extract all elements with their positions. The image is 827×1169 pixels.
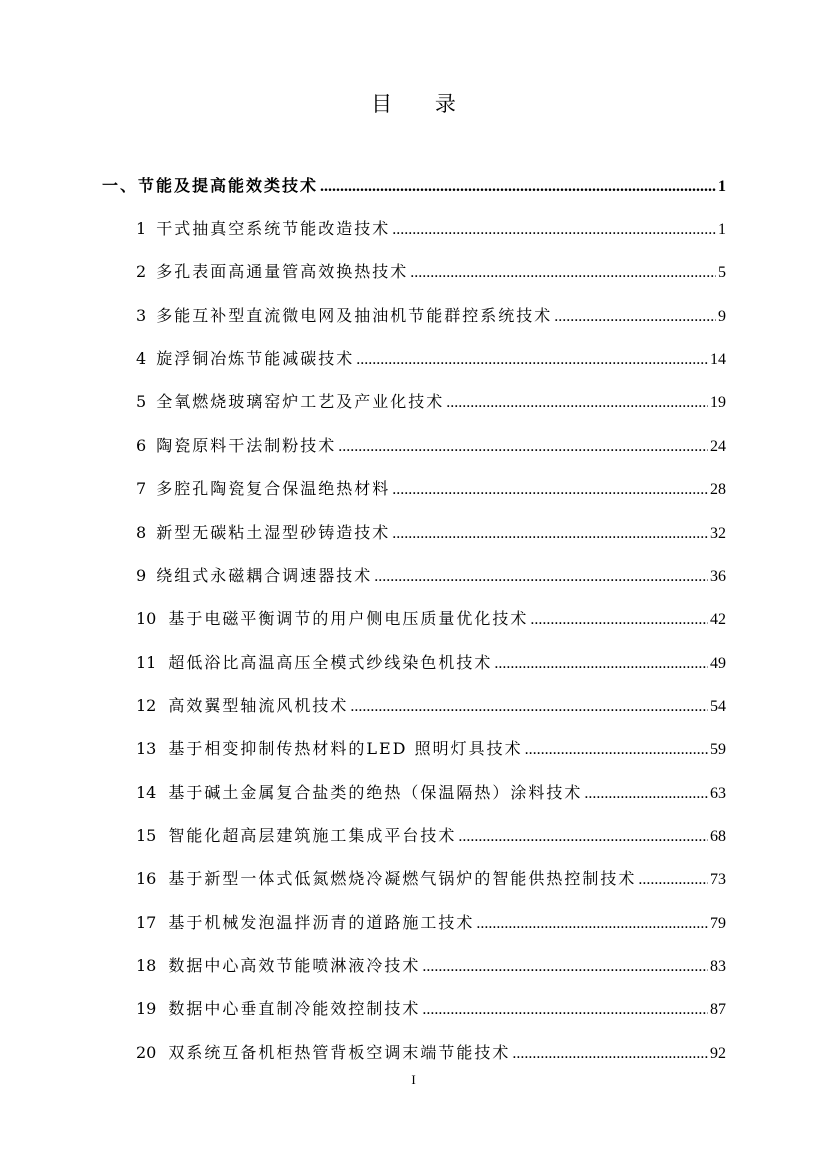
toc-item-title: 多孔表面高通量管高效换热技术 <box>156 262 409 282</box>
toc-item-row[interactable] <box>136 912 726 934</box>
toc-item-title: 双系统互备机柜热管背板空调末端节能技术 <box>168 1042 511 1062</box>
toc-leader-dots <box>422 956 708 978</box>
toc-item-row[interactable] <box>136 695 726 717</box>
toc-leader-dots <box>392 479 708 501</box>
toc-item-row[interactable] <box>136 435 726 457</box>
toc-item-title: 数据中心高效节能喷淋液冷技术 <box>168 956 421 975</box>
toc-item-number: 7 <box>136 479 147 499</box>
toc-item-title: 绕组式永磁耦合调速器技术 <box>156 565 373 585</box>
toc-leader-dots <box>338 436 708 458</box>
toc-item-title: 高效翼型轴流风机技术 <box>168 695 349 715</box>
toc-item-title: 基于碱土金属复合盐类的绝热（保温隔热）涂料技术 <box>168 782 583 802</box>
toc-page-number: 42 <box>710 611 726 629</box>
toc-item-number: 16 <box>136 869 157 889</box>
toc-item-row[interactable] <box>136 825 726 847</box>
toc-page-number: 63 <box>710 784 726 802</box>
toc-item-number: 2 <box>136 262 147 282</box>
toc-leader-dots <box>320 176 716 198</box>
toc-section-label: 一、节能及提高能效类技术 <box>102 176 319 195</box>
toc-item-number: 18 <box>136 956 157 975</box>
toc-item-row[interactable] <box>136 261 726 283</box>
toc-leader-dots <box>392 219 716 241</box>
toc-item-row[interactable] <box>136 218 726 240</box>
toc-item-number: 11 <box>136 652 157 672</box>
toc-item-title: 基于机械发泡温拌沥青的道路施工技术 <box>168 912 475 932</box>
toc-item-row[interactable] <box>136 868 726 890</box>
toc-leader-dots <box>512 1043 708 1065</box>
toc-item-number: 14 <box>136 782 157 802</box>
toc-item-number: 19 <box>136 999 157 1019</box>
toc-leader-dots <box>422 999 708 1021</box>
toc-page-number: 54 <box>710 697 726 715</box>
toc-leader-dots <box>476 913 708 935</box>
toc-page-number: 36 <box>710 567 726 585</box>
toc-leader-dots <box>525 739 708 761</box>
toc-item-row[interactable] <box>136 608 726 630</box>
toc-item-number: 20 <box>136 1042 157 1062</box>
toc-page-number: 1 <box>718 178 726 195</box>
toc-item-row[interactable] <box>136 478 726 500</box>
toc-item-title: 多能互补型直流微电网及抽油机节能群控系统技术 <box>156 305 553 325</box>
toc-leader-dots <box>584 783 708 805</box>
toc-page-number: 83 <box>710 958 726 975</box>
toc-item-title: 智能化超高层建筑施工集成平台技术 <box>168 825 457 845</box>
toc-item-title: 多腔孔陶瓷复合保温绝热材料 <box>156 479 391 499</box>
toc-item-row[interactable] <box>136 391 726 413</box>
toc-leader-dots <box>356 349 708 371</box>
toc-page-number: 5 <box>718 264 726 282</box>
toc-item-title: 陶瓷原料干法制粉技术 <box>156 435 337 455</box>
toc-item-number: 10 <box>136 609 157 629</box>
toc-leader-dots <box>530 609 708 631</box>
toc-item-number: 6 <box>136 435 147 455</box>
toc-item-row[interactable] <box>136 738 726 760</box>
toc-page-number: 79 <box>710 914 726 932</box>
toc-item-row[interactable] <box>136 348 726 370</box>
toc-item-row[interactable] <box>136 955 726 977</box>
toc-item-row[interactable] <box>136 782 726 804</box>
toc-item-number: 1 <box>136 219 147 238</box>
toc-item-number: 13 <box>136 739 157 759</box>
toc-item-number: 5 <box>136 392 147 412</box>
toc-item-number: 4 <box>136 349 147 369</box>
toc-page-number: 73 <box>710 871 726 889</box>
toc-page-number: 28 <box>710 481 726 499</box>
toc-page-number: 87 <box>710 1001 726 1019</box>
toc-leader-dots <box>374 566 708 588</box>
footer-page-number: I <box>411 1072 416 1087</box>
toc-page-number: 68 <box>710 827 726 845</box>
toc-item-row[interactable] <box>136 522 726 544</box>
toc-item-number: 17 <box>136 912 157 932</box>
toc-item-row[interactable] <box>136 1042 726 1064</box>
toc-page-number: 92 <box>710 1044 726 1062</box>
toc-leader-dots <box>458 826 708 848</box>
toc-page-number: 9 <box>718 307 726 325</box>
toc-item-number: 9 <box>136 565 147 585</box>
toc-leader-dots <box>392 523 708 545</box>
toc-item-row[interactable] <box>136 565 726 587</box>
toc-item-row[interactable] <box>136 652 726 674</box>
toc-leader-dots <box>554 306 716 328</box>
toc-leader-dots <box>446 392 708 414</box>
toc-leader-dots <box>494 653 708 675</box>
toc-item-number: 8 <box>136 522 147 542</box>
toc-item-title: 新型无碳粘土湿型砂铸造技术 <box>156 522 391 542</box>
toc-page-number: 19 <box>710 394 726 412</box>
toc-section-row[interactable] <box>102 175 726 197</box>
toc-item-title: 全氧燃烧玻璃窑炉工艺及产业化技术 <box>156 392 445 412</box>
toc-page-number: 14 <box>710 351 726 369</box>
toc-item-title: 旋浮铜冶炼节能减碳技术 <box>156 349 355 369</box>
toc-page-number: 49 <box>710 654 726 672</box>
toc-item-title: 基于相变抑制传热材料的LED 照明灯具技术 <box>168 739 523 759</box>
toc-leader-dots <box>638 869 708 891</box>
toc-item-number: 12 <box>136 695 157 715</box>
toc-item-number: 15 <box>136 825 157 845</box>
toc-page-number: 32 <box>710 524 726 542</box>
toc-item-title: 基于电磁平衡调节的用户侧电压质量优化技术 <box>168 609 529 629</box>
toc-page-number: 1 <box>718 221 726 238</box>
toc-leader-dots <box>350 696 708 718</box>
toc-item-row[interactable] <box>136 998 726 1020</box>
toc-item-title: 基于新型一体式低氮燃烧冷凝燃气锅炉的智能供热控制技术 <box>168 869 637 889</box>
toc-item-title: 干式抽真空系统节能改造技术 <box>156 219 391 238</box>
toc-leader-dots <box>410 262 716 284</box>
toc-item-row[interactable] <box>136 305 726 327</box>
page-title: 目 录 <box>371 92 474 116</box>
toc-item-title: 数据中心垂直制冷能效控制技术 <box>168 999 421 1019</box>
toc-page-number: 59 <box>710 741 726 759</box>
toc-item-number: 3 <box>136 305 147 325</box>
toc-page-number: 24 <box>710 437 726 455</box>
toc-item-title: 超低浴比高温高压全模式纱线染色机技术 <box>168 652 493 672</box>
